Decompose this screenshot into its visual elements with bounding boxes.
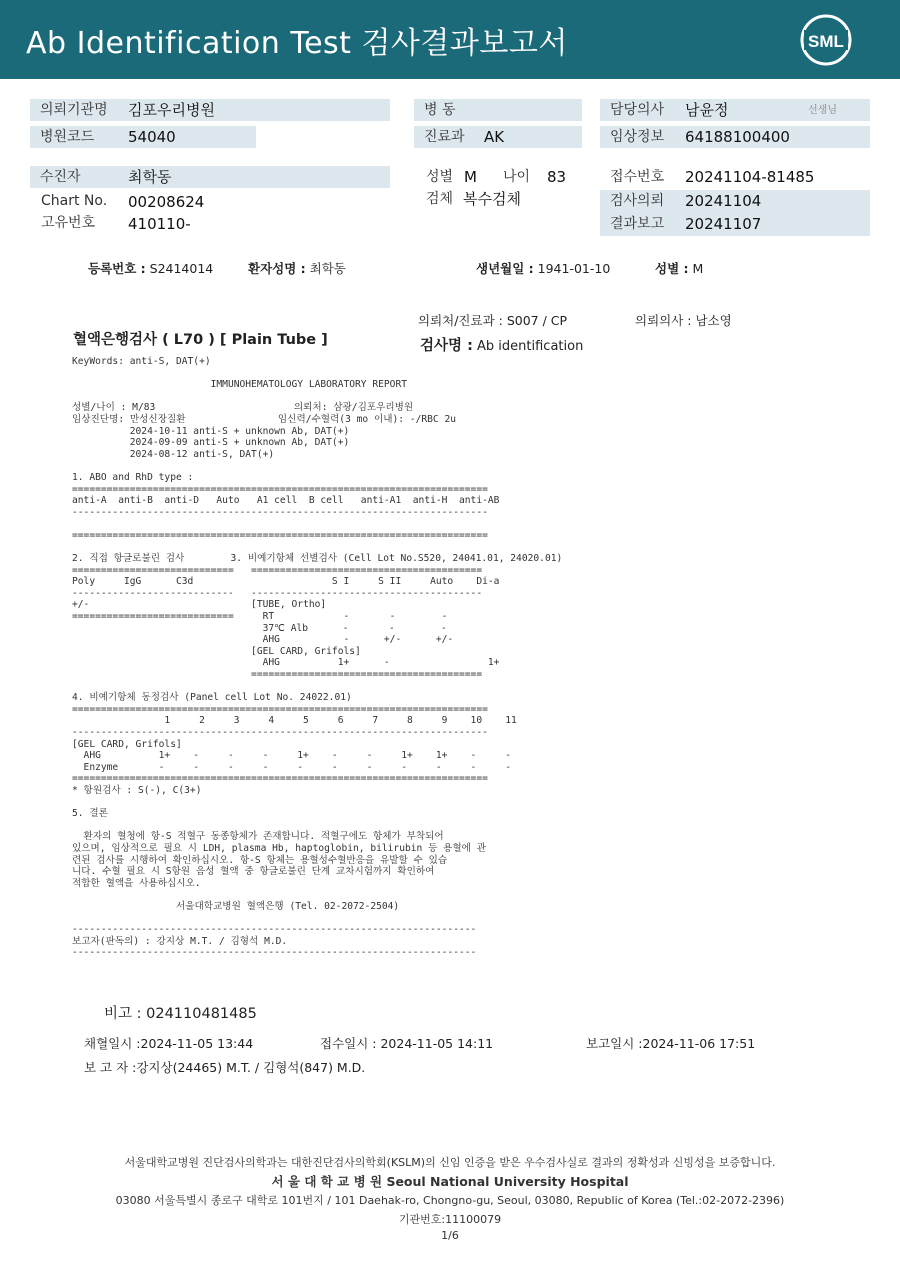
footer-institution-number: 기관번호:11100079 <box>398 1213 502 1226</box>
department-label: 진료과 <box>424 129 465 145</box>
report-line: ============================ RT - - - <box>72 611 448 623</box>
request-department: 의뢰처/진료과 : S007 / CP <box>418 313 568 328</box>
reporter: 보 고 자 :강지상(24465) M.T. / 김형석(847) M.D. <box>84 1060 366 1075</box>
report-line <box>72 913 562 925</box>
specimen-value: 복수검체 <box>463 190 521 208</box>
report-line: AHG 1+ - - - 1+ - - 1+ 1+ - - <box>72 750 511 762</box>
institution-value: 김포우리병원 <box>128 101 215 119</box>
result-label: 결과보고 <box>610 216 665 232</box>
age-label: 나이 <box>503 169 531 185</box>
report-header <box>0 0 900 79</box>
clinical-value: 64188100400 <box>685 128 790 146</box>
sex-label: 성별 <box>426 169 454 185</box>
report-title: Ab Identification Test 검사결과보고서 <box>26 26 568 61</box>
footer-certification: 서울대학교병원 진단검사의학과는 대한진단검사의학회(KSLM)의 신임 인증을 받은 우수검사실로 결과의 정확성과 신빙성을 보증합니다. <box>124 1156 776 1169</box>
ward-row <box>414 99 582 121</box>
report-line: ======================================================================== <box>72 529 488 541</box>
patient-value: 최학동 <box>128 168 172 186</box>
report-line <box>72 797 562 809</box>
report-line: [GEL CARD, Grifols] <box>72 738 182 750</box>
report-line: 임상진단명: 만성신장질환 임신력/수혈력(3 mo 이내): -/RBC 2u <box>72 413 457 425</box>
result-value: 20241107 <box>685 215 762 233</box>
receipt-value: 20241104-81485 <box>685 168 815 186</box>
sml-logo-icon <box>798 12 854 68</box>
report-line: Poly IgG C3d S I S II Auto Di-a <box>72 576 500 588</box>
report-line: * 항원검사 : S(-), C(3+) <box>72 784 202 796</box>
report-line: ------------------------------------------------------------------------ <box>72 727 488 738</box>
department-value: AK <box>484 128 505 146</box>
report-line: 4. 비예기항체 동정검사 (Panel cell Lot No. 24022.01) <box>72 692 352 704</box>
ward-label: 병 동 <box>424 102 456 118</box>
report-line <box>72 681 562 693</box>
doctor-label: 담당의사 <box>610 102 665 118</box>
hospital-code-value: 54040 <box>128 128 176 146</box>
report-line: 적합한 혈액을 사용하십시오. <box>72 877 201 889</box>
sex-value: M <box>464 168 477 186</box>
report-line <box>72 460 562 472</box>
note: 비고 : 024110481485 <box>104 1006 257 1022</box>
registration-number: 등록번호 : S2414014 <box>88 261 214 276</box>
request-value: 20241104 <box>685 192 762 210</box>
report-line: ======================================== <box>72 669 483 681</box>
report-line <box>72 542 562 554</box>
patient-label: 수진자 <box>40 169 81 185</box>
report-line: 2. 직접 항글로불린 검사 3. 비예기항체 선별검사 (Cell Lot No.S520, 24041.01, 24020.01) <box>72 553 563 565</box>
doctor-value: 남윤정 <box>685 101 729 119</box>
doctor-suffix: 선생님 <box>808 105 837 116</box>
institution-label: 의뢰기관명 <box>40 102 108 118</box>
report-line: ---------------------------------------------------------------------- <box>72 947 477 959</box>
request-doctor: 의뢰의사 : 남소영 <box>635 313 732 328</box>
receipt-label: 접수번호 <box>610 169 665 185</box>
report-line: 1. ABO and RhD type : <box>72 471 194 483</box>
report-line: IMMUNOHEMATOLOGY LABORATORY REPORT <box>72 379 408 391</box>
report-line: 2024-08-12 anti-S, DAT(+) <box>72 448 275 460</box>
report-line <box>72 391 562 403</box>
report-line: KeyWords: anti-S, DAT(+) <box>72 356 211 367</box>
unique-value: 410110- <box>128 215 191 233</box>
report-line: ======================================================================== <box>72 703 488 715</box>
report-line: AHG - +/- +/- <box>72 634 454 646</box>
report-line: 2024-09-09 anti-S + unknown Ab, DAT(+) <box>72 437 350 449</box>
report-line: ============================ ======================================== <box>72 564 483 576</box>
report-line: 성별/나이 : M/83 의뢰처: 삼광/김포우리병원 <box>72 402 414 414</box>
lab-report-body <box>72 356 562 959</box>
patient-name: 환자성명 : 최학동 <box>248 261 346 276</box>
report-line: 1 2 3 4 5 6 7 8 9 10 11 <box>72 715 517 727</box>
birth-date: 생년월일 : 1941-01-10 <box>476 261 611 276</box>
report-line: 2024-10-11 anti-S + unknown Ab, DAT(+) <box>72 425 350 437</box>
report-line: 환자의 혈청에 항-S 적혈구 동종항체가 존재합니다. 적혈구에도 항체가 부착되어 <box>72 831 444 843</box>
unique-label: 고유번호 <box>41 215 96 231</box>
report-line: ------------------------------------------------------------------------ <box>72 506 488 518</box>
report-line <box>72 368 562 380</box>
report-line: 련된 검사를 시행하여 확인하십시오. 항-S 항체는 용혈성수혈반응을 유발할 수 있습 <box>72 854 448 866</box>
report-line: 있으며, 임상적으로 필요 시 LDH, plasma Hb, haptoglobin, bilirubin 등 용혈에 관 <box>72 842 486 854</box>
report-line: 서울대학교병원 혈액은행 (Tel. 02-2072-2504) <box>72 900 400 912</box>
report-line <box>72 889 562 901</box>
specimen-label: 검체 <box>426 191 454 207</box>
footer-address: 03080 서울특별시 종로구 대학로 101번지 / 101 Daehak-ro, Chongno-gu, Seoul, 03080, Republic of Korea (Tel.:02-2072-2396) <box>115 1194 785 1207</box>
report-line <box>72 820 562 832</box>
patient-row <box>30 166 390 188</box>
page-number: 1/6 <box>441 1229 459 1242</box>
report-line: Enzyme - - - - - - - - - - - <box>72 761 511 773</box>
report-line: 5. 결론 <box>72 808 108 820</box>
report-line: 37℃ Alb - - - <box>72 622 447 634</box>
exam-name: 검사명 : Ab identification <box>420 338 584 354</box>
request-label: 검사의뢰 <box>610 193 665 209</box>
report-line: ---------------------------- ---------------------------------------- <box>72 587 483 599</box>
report-datetime: 보고일시 :2024-11-06 17:51 <box>586 1036 756 1051</box>
report-line: ======================================================================== <box>72 483 488 495</box>
report-line: anti-A anti-B anti-D Auto A1 cell B cell anti-A1 anti-H anti-AB <box>72 495 500 507</box>
report-line: 보고자(판독의) : 강지상 M.T. / 김형석 M.D. <box>72 935 288 947</box>
report-line: ---------------------------------------------------------------------- <box>72 924 477 936</box>
registration-sex: 성별 : M <box>655 261 704 276</box>
age-value: 83 <box>547 168 567 186</box>
report-line: ======================================================================== <box>72 773 488 785</box>
svg-text:SML: SML <box>808 32 844 51</box>
section-title: 혈액은행검사 ( L70 ) [ Plain Tube ] <box>73 332 328 348</box>
chart-label: Chart No. <box>41 193 108 209</box>
report-line <box>72 518 562 530</box>
clinical-label: 임상정보 <box>610 129 665 145</box>
report-line: [GEL CARD, Grifols] <box>72 645 361 657</box>
chart-value: 00208624 <box>128 193 205 211</box>
report-line: AHG 1+ - 1+ <box>72 657 500 669</box>
report-line: 니다. 수혈 필요 시 S항원 음성 혈액 중 항글로불린 단계 교차시험까지 확인하여 <box>72 866 435 878</box>
receive-datetime: 접수일시 : 2024-11-05 14:11 <box>320 1036 494 1051</box>
hospital-code-label: 병원코드 <box>40 129 95 145</box>
footer-hospital-name: 서 울 대 학 교 병 원 Seoul National University Hospital <box>271 1174 629 1189</box>
report-line: +/- [TUBE, Ortho] <box>72 599 327 611</box>
collect-datetime: 채혈일시 :2024-11-05 13:44 <box>84 1036 254 1051</box>
